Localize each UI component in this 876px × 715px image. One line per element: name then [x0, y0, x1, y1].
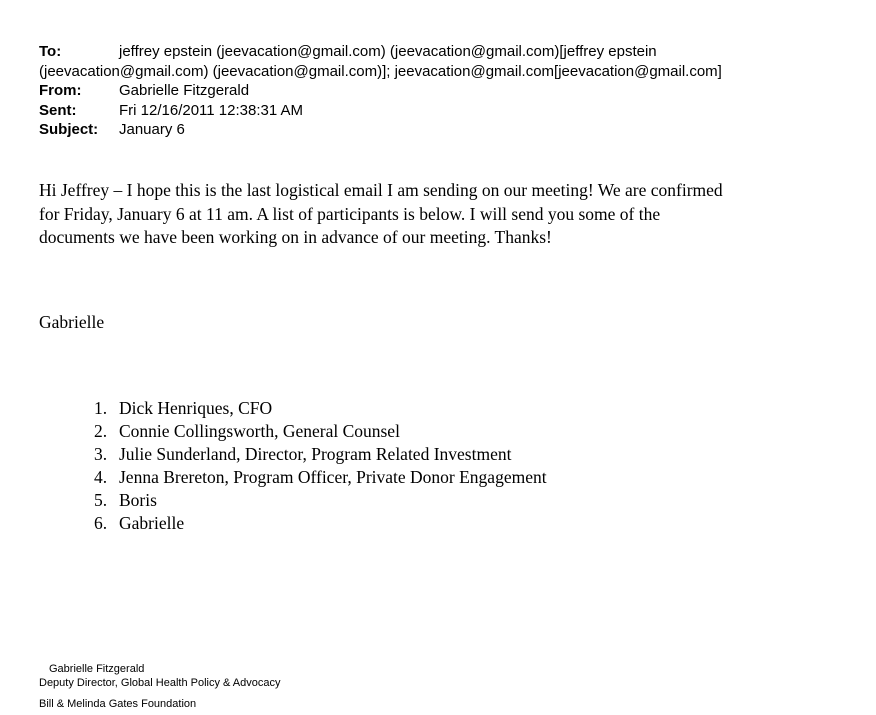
participant-text: Julie Sunderland, Director, Program Related Investment	[119, 444, 512, 464]
from-label: From:	[39, 82, 82, 99]
from-value: Gabrielle Fitzgerald	[119, 82, 250, 99]
from-row	[39, 81, 839, 101]
signature-name: Gabrielle Fitzgerald	[49, 663, 145, 675]
participant-item	[94, 466, 547, 489]
participant-item	[94, 489, 547, 512]
participant-number: 6.	[94, 513, 108, 533]
sent-value: Fri 12/16/2011 12:38:31 AM	[119, 101, 304, 119]
email-header	[39, 42, 839, 140]
participant-text: Connie Collingsworth, General Counsel	[119, 421, 400, 441]
to-label: To:	[39, 43, 62, 60]
body-line-1: Hi Jeffrey – I hope this is the last logistical email I am sending on our meeting! We are confirmed	[39, 180, 723, 200]
subject-row	[39, 120, 839, 140]
participant-number: 5.	[94, 490, 108, 510]
signature-org: Bill & Melinda Gates Foundation	[39, 698, 197, 710]
to-value-line1: jeffrey epstein (jeevacation@gmail.com) (jeevacation@gmail.com)[jeffrey epstein	[119, 43, 657, 60]
participant-item	[94, 512, 547, 535]
email-body	[39, 179, 829, 250]
participant-list	[94, 397, 547, 535]
participant-item	[94, 420, 547, 443]
participant-number: 2.	[94, 421, 108, 441]
to-value-line2: (jeevacation@gmail.com) (jeevacation@gmail.com)]; jeevacation@gmail.com[jeevacation@gmail.com]	[39, 62, 722, 80]
subject-label: Subject:	[39, 121, 99, 138]
body-line-3: documents we have been working on in advance of our meeting. Thanks!	[39, 227, 552, 247]
signature-block	[39, 662, 281, 711]
sent-label: Sent:	[39, 101, 77, 119]
subject-value: January 6	[119, 121, 185, 138]
to-row	[39, 42, 839, 62]
participant-number: 1.	[94, 398, 108, 418]
participant-item	[94, 397, 547, 420]
participant-number: 4.	[94, 467, 108, 487]
body-line-2: for Friday, January 6 at 11 am. A list of participants is below. I will send you some of the	[39, 203, 661, 224]
participant-text: Gabrielle	[119, 513, 185, 533]
participant-text: Dick Henriques, CFO	[119, 398, 273, 418]
participant-item	[94, 443, 547, 466]
signature-title: Deputy Director, Global Health Policy & Advocacy	[39, 677, 281, 689]
signoff: Gabrielle	[39, 312, 105, 332]
sent-row	[39, 101, 839, 121]
participant-number: 3.	[94, 444, 108, 464]
participant-text: Jenna Brereton, Program Officer, Private Donor Engagement	[119, 467, 547, 487]
participant-text: Boris	[119, 490, 157, 510]
